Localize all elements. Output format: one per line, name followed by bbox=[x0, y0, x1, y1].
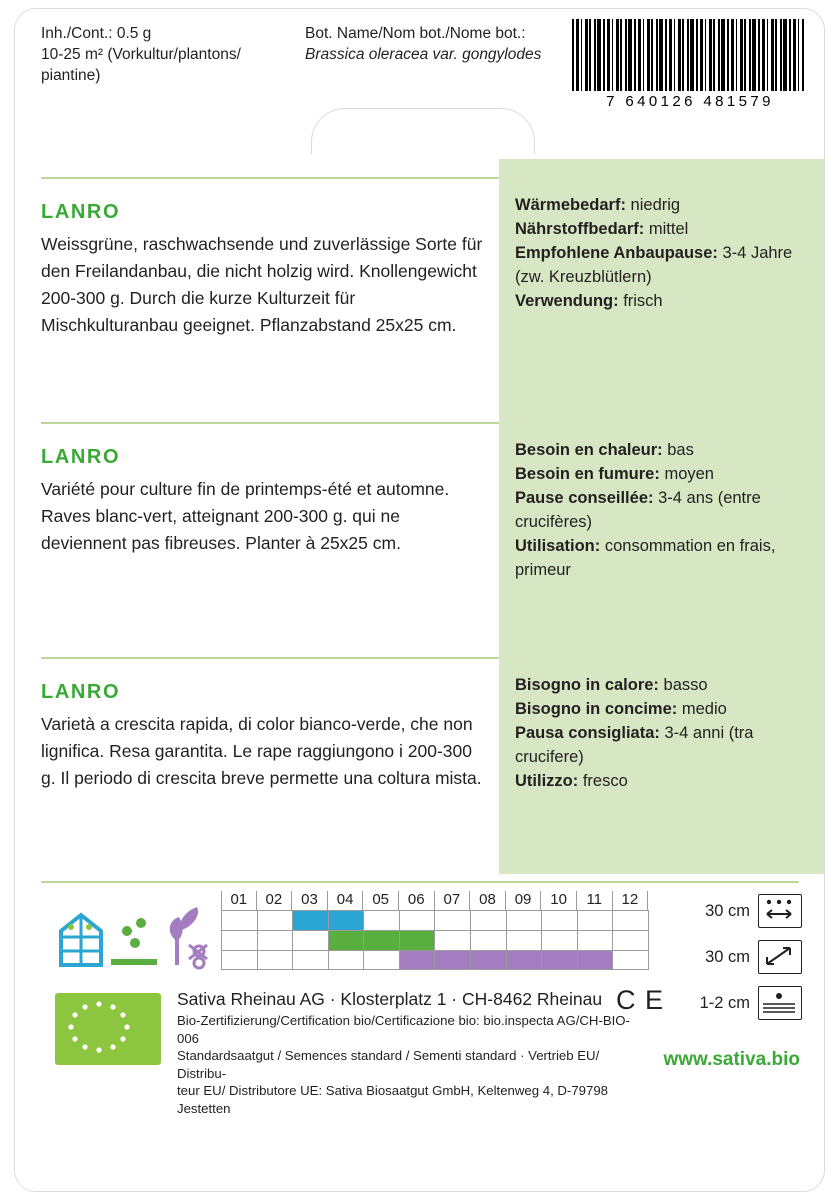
fact-value: moyen bbox=[664, 465, 714, 483]
ce-mark-icon: C E bbox=[615, 985, 664, 1015]
facts-fr bbox=[515, 438, 815, 582]
calendar-cell bbox=[507, 931, 543, 950]
greenhouse-icon bbox=[61, 915, 101, 965]
section-fr bbox=[15, 404, 824, 639]
measure-label: 30 cm bbox=[705, 947, 750, 966]
company-address: Sativa Rheinau AG · Klosterplatz 1 · CH-8462 Rheinau bbox=[177, 989, 603, 1009]
calendar-cell bbox=[293, 911, 329, 930]
calendar-cell bbox=[435, 911, 471, 930]
direct-sow-icon bbox=[111, 918, 157, 965]
fact-label: Nährstoffbedarf: bbox=[515, 220, 645, 238]
calendar-cell bbox=[507, 951, 543, 969]
fact-row bbox=[515, 193, 815, 217]
eu-organic-logo-icon bbox=[55, 993, 161, 1065]
description-it: Varietà a crescita rapida, di color bianco-verde, che non lignifica. Resa garantita. Le rape raggiungono i 200-300 g. Il periodo di crescita breve permette una coltura mista. bbox=[41, 714, 482, 788]
description-fr: Variété pour culture fin de printemps-été et automne. Raves blanc-vert, atteignant 200-300 g. qui ne deviennent pas fibreuses. Planter à 25x25 cm. bbox=[41, 479, 450, 553]
botanical-name-block bbox=[305, 23, 565, 65]
plant-spacing-icon bbox=[758, 940, 802, 974]
fact-label: Besoin en chaleur: bbox=[515, 441, 663, 459]
calendar-cell bbox=[329, 911, 365, 930]
fact-value: medio bbox=[681, 700, 727, 718]
calendar-cell bbox=[222, 951, 258, 969]
fact-label: Verwendung: bbox=[515, 292, 619, 310]
fact-value: frisch bbox=[623, 292, 663, 310]
month-label: 05 bbox=[363, 891, 399, 910]
certification-line-2: Standardsaatgut / Semences standard / Sementi standard · Vertrieb EU/ Distribu- bbox=[177, 1048, 600, 1081]
calendar-cell bbox=[258, 951, 294, 969]
fact-row bbox=[515, 438, 815, 462]
calendar-cell bbox=[578, 931, 614, 950]
calendar-cell bbox=[400, 951, 436, 969]
section-divider bbox=[41, 177, 499, 179]
calendar-cell bbox=[258, 931, 294, 950]
fact-value: niedrig bbox=[630, 196, 681, 214]
sowing-calendar bbox=[221, 891, 649, 970]
fact-value: consommation en frais, primeur bbox=[515, 537, 776, 579]
calendar-cell bbox=[364, 951, 400, 969]
calendar-cell bbox=[578, 911, 614, 930]
packet-body bbox=[15, 159, 824, 879]
section-divider bbox=[41, 657, 499, 659]
fact-row bbox=[515, 673, 815, 697]
barcode-icon bbox=[572, 19, 804, 91]
calendar-cell bbox=[258, 911, 294, 930]
company-address-block bbox=[177, 989, 647, 1117]
fact-value: basso bbox=[663, 676, 708, 694]
fact-label: Utilisation: bbox=[515, 537, 601, 555]
section-it bbox=[15, 639, 824, 874]
barcode-block bbox=[572, 19, 808, 110]
certification-line-1: Bio-Zertifizierung/Certification bio/Certificazione bio: bio.inspecta AG/CH-BIO-006 bbox=[177, 1013, 630, 1046]
fact-row bbox=[515, 721, 815, 769]
fact-row bbox=[515, 241, 815, 289]
hang-hole-cutout bbox=[311, 108, 535, 154]
facts-it bbox=[515, 673, 815, 793]
fact-label: Bisogno in concime: bbox=[515, 700, 678, 718]
section-de bbox=[15, 159, 824, 404]
packet-footer bbox=[15, 881, 824, 1191]
month-label: 06 bbox=[399, 891, 435, 910]
botanical-name-label: Bot. Name/Nom bot./Nome bot.: bbox=[305, 25, 526, 42]
fact-row bbox=[515, 697, 815, 721]
content-line-3: piantine) bbox=[41, 67, 101, 84]
measure-row-3 bbox=[654, 985, 802, 1021]
fact-label: Pausa consigliata: bbox=[515, 724, 660, 742]
month-label: 03 bbox=[292, 891, 328, 910]
calendar-cell bbox=[507, 911, 543, 930]
packet-header bbox=[15, 9, 824, 159]
fact-value: 3-4 Jahre (zw. Kreuzblütlern) bbox=[515, 244, 793, 286]
fact-row bbox=[515, 534, 815, 582]
description-de: Weissgrüne, raschwachsende und zuverlässige Sorte für den Freilandanbau, die nicht holzig wird. Knollengewicht 200-300 g. Durch die kurze Kulturzeit für Mischkulturanbau geeignet. Pflanzabstand 25x25 cm. bbox=[41, 234, 483, 335]
measure-row-2 bbox=[654, 939, 802, 975]
calendar-row-harvest bbox=[221, 950, 649, 970]
calendar-cell bbox=[435, 931, 471, 950]
fact-row bbox=[515, 217, 815, 241]
website-link[interactable]: www.sativa.bio bbox=[663, 1049, 800, 1070]
measure-label: 1-2 cm bbox=[699, 993, 750, 1012]
calendar-cell bbox=[542, 931, 578, 950]
fact-label: Empfohlene Anbaupause: bbox=[515, 244, 718, 262]
calendar-cell bbox=[222, 931, 258, 950]
calendar-cell bbox=[293, 931, 329, 950]
calendar-row-sow-outdoor bbox=[221, 930, 649, 950]
month-label: 04 bbox=[328, 891, 364, 910]
fact-value: 3-4 ans (entre crucifères) bbox=[515, 489, 761, 531]
fact-label: Wärmebedarf: bbox=[515, 196, 626, 214]
calendar-cell bbox=[329, 931, 365, 950]
calendar-cell bbox=[400, 931, 436, 950]
content-amount-block bbox=[41, 23, 291, 86]
content-line-1: Inh./Cont.: 0.5 g bbox=[41, 25, 152, 42]
measure-label: 30 cm bbox=[705, 901, 750, 920]
footer-divider bbox=[41, 881, 799, 883]
botanical-name-value: Brassica oleracea var. gongylodes bbox=[305, 46, 542, 63]
calendar-cell bbox=[400, 911, 436, 930]
fact-label: Utilizzo: bbox=[515, 772, 579, 790]
fact-label: Bisogno in calore: bbox=[515, 676, 659, 694]
fact-value: mittel bbox=[648, 220, 689, 238]
culture-icons bbox=[55, 901, 220, 975]
barcode-number: 7 640126 481579 bbox=[606, 93, 774, 110]
row-spacing-icon bbox=[758, 894, 802, 928]
facts-de bbox=[515, 193, 815, 313]
calendar-cell bbox=[578, 951, 614, 969]
calendar-cell bbox=[613, 951, 649, 969]
calendar-cell bbox=[613, 911, 649, 930]
fact-value: 3-4 anni (tra crucifere) bbox=[515, 724, 754, 766]
month-label: 10 bbox=[541, 891, 577, 910]
fact-row bbox=[515, 462, 815, 486]
calendar-cell bbox=[471, 931, 507, 950]
calendar-month-header bbox=[221, 891, 649, 910]
calendar-cell bbox=[364, 911, 400, 930]
calendar-cell bbox=[471, 951, 507, 969]
variety-name-fr: LANRO bbox=[41, 446, 121, 468]
fact-value: bas bbox=[667, 441, 694, 459]
section-divider bbox=[41, 422, 499, 424]
month-label: 01 bbox=[221, 891, 257, 910]
sow-depth-icon bbox=[758, 986, 802, 1020]
month-label: 12 bbox=[613, 891, 649, 910]
calendar-cell bbox=[329, 951, 365, 969]
variety-name-de: LANRO bbox=[41, 201, 121, 223]
calendar-cell bbox=[542, 911, 578, 930]
fact-label: Pause conseillée: bbox=[515, 489, 654, 507]
month-label: 08 bbox=[470, 891, 506, 910]
harvest-icon bbox=[170, 907, 207, 968]
calendar-cell bbox=[542, 951, 578, 969]
calendar-cell bbox=[222, 911, 258, 930]
fact-label: Besoin en fumure: bbox=[515, 465, 660, 483]
certification-line-3: teur EU/ Distributore UE: Sativa Biosaatgut GmbH, Keltenweg 4, D-79798 Jestetten bbox=[177, 1083, 608, 1116]
month-label: 02 bbox=[257, 891, 293, 910]
calendar-cell bbox=[435, 951, 471, 969]
measure-row-1 bbox=[654, 893, 802, 929]
spacing-measures bbox=[654, 893, 802, 1031]
calendar-row-sow-indoor bbox=[221, 910, 649, 930]
fact-row bbox=[515, 289, 815, 313]
calendar-cell bbox=[613, 931, 649, 950]
month-label: 09 bbox=[506, 891, 542, 910]
content-line-2: 10-25 m² (Vorkultur/plantons/ bbox=[41, 46, 241, 63]
month-label: 11 bbox=[577, 891, 613, 910]
packet-card bbox=[14, 8, 825, 1192]
calendar-cell bbox=[293, 951, 329, 969]
calendar-cell bbox=[364, 931, 400, 950]
fact-value: fresco bbox=[582, 772, 628, 790]
variety-name-it: LANRO bbox=[41, 681, 121, 703]
month-label: 07 bbox=[435, 891, 471, 910]
fact-row bbox=[515, 486, 815, 534]
calendar-cell bbox=[471, 911, 507, 930]
calendar-rows bbox=[221, 910, 649, 970]
fact-row bbox=[515, 769, 815, 793]
